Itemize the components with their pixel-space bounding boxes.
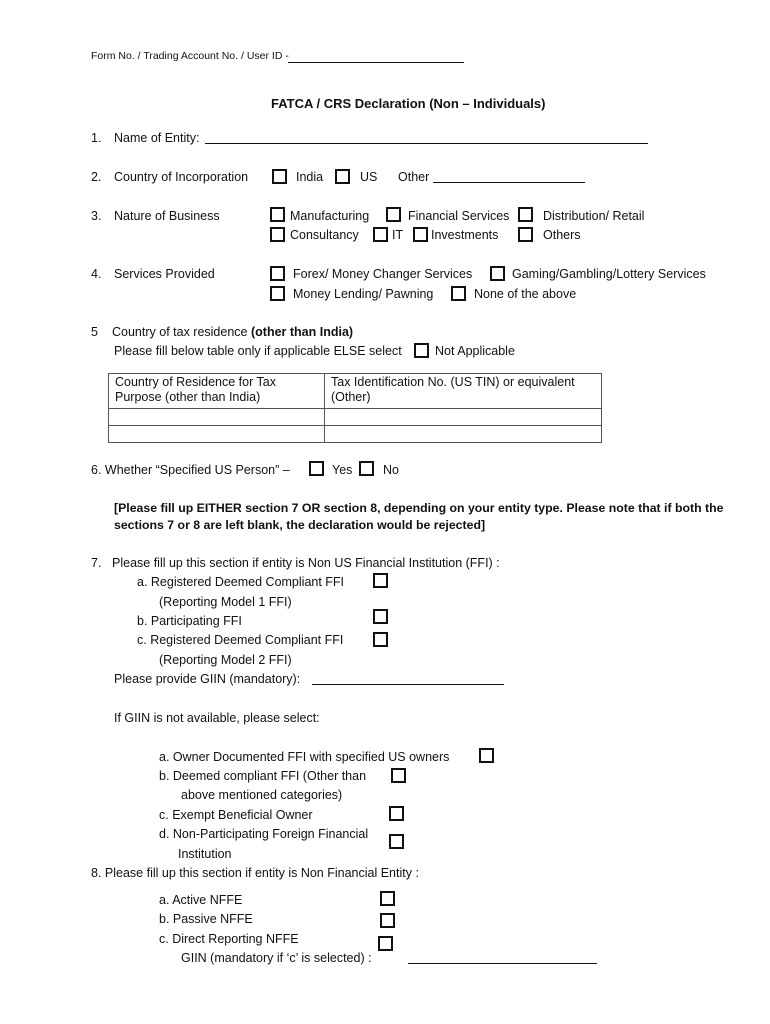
option-consultancy-label: Consultancy [290,228,359,242]
option-manufacturing-label: Manufacturing [290,209,370,223]
s7-number: 7. [91,556,102,570]
checkbox-us[interactable] [335,169,350,184]
checkbox-others[interactable] [518,227,533,242]
table-row [109,426,602,443]
table-cell-tin[interactable] [325,426,602,443]
option-no-label: No [383,463,399,477]
s7-alt-option-c: c. Exempt Beneficial Owner [159,808,313,822]
checkbox-not-applicable[interactable] [414,343,429,358]
table-header-row [109,374,602,409]
table-header-tin [325,374,602,409]
s2-number: 2. [91,170,102,184]
tax-residence-label [112,325,353,339]
name-of-entity-label: Name of Entity: [114,131,200,145]
checkbox-s7-alt-d[interactable] [389,834,404,849]
table-cell-tin[interactable] [325,409,602,426]
s7-giin-label: Please provide GIIN (mandatory): [114,672,301,686]
option-yes-label: Yes [332,463,353,477]
s7-alt-option-b: b. Deemed compliant FFI (Other than [159,769,367,783]
table-header-country-line2: Purpose (other than India) [115,390,261,404]
s7-heading: Please fill up this section if entity is Non US Financial Institution (FFI) : [112,556,500,570]
s7-giin-field[interactable] [312,684,504,685]
specified-us-person-label: 6. Whether “Specified US Person” – [91,463,290,477]
option-other-label: Other [398,170,430,184]
checkbox-consultancy[interactable] [270,227,285,242]
nature-of-business-label: Nature of Business [114,209,220,223]
checkbox-distribution-retail[interactable] [518,207,533,222]
option-india-label: India [296,170,324,184]
country-of-incorporation-label: Country of Incorporation [114,170,249,184]
option-others-label: Others [543,228,581,242]
s7-alt-option-d-sub: Institution [178,847,232,861]
tax-residence-text: Country of tax residence [112,325,248,339]
services-provided-label: Services Provided [114,267,215,281]
s7-alt-option-d: d. Non-Participating Foreign Financial [159,827,369,841]
page-title: FATCA / CRS Declaration (Non – Individuals) [271,96,546,111]
table-cell-country[interactable] [109,409,325,426]
option-none-of-above-label: None of the above [474,287,577,301]
table-header-tin-line2: (Other) [331,390,371,404]
checkbox-s7-alt-c[interactable] [389,806,404,821]
table-header-tin-line1: Tax Identification No. (US TIN) or equivalent [331,375,575,389]
checkbox-it[interactable] [373,227,388,242]
tax-residence-bold: (other than India) [250,325,354,339]
checkbox-s7-c[interactable] [373,632,388,647]
s7-alt-option-a: a. Owner Documented FFI with specified US owners [159,750,450,764]
s4-number: 4. [91,267,102,281]
option-not-applicable-label: Not Applicable [435,344,515,358]
form-number-label: Form No. / Trading Account No. / User ID - [91,50,289,62]
option-gaming-label: Gaming/Gambling/Lottery Services [512,267,706,281]
option-forex-label: Forex/ Money Changer Services [293,267,473,281]
table-row [109,409,602,426]
checkbox-s8-b[interactable] [380,913,395,928]
s7-option-a-sub: (Reporting Model 1 FFI) [159,595,292,609]
option-it-label: IT [392,228,404,242]
if-giin-unavailable-label: If GIIN is not available, please select: [114,711,320,725]
s8-option-b: b. Passive NFFE [159,912,253,926]
tax-table-instruction: Please fill below table only if applicable ELSE select [114,344,402,358]
name-of-entity-field[interactable] [205,143,648,144]
checkbox-manufacturing[interactable] [270,207,285,222]
checkbox-s8-c[interactable] [378,936,393,951]
checkbox-s8-a[interactable] [380,891,395,906]
checkbox-none-of-above[interactable] [451,286,466,301]
s7-option-c: c. Registered Deemed Compliant FFI [137,633,344,647]
table-cell-country[interactable] [109,426,325,443]
checkbox-investments[interactable] [413,227,428,242]
s8-giin-field[interactable] [408,963,597,964]
checkbox-s7-alt-b[interactable] [391,768,406,783]
form-number-field[interactable] [288,62,464,63]
checkbox-yes[interactable] [309,461,324,476]
tax-residence-table [108,373,602,443]
s7-alt-option-b-sub: above mentioned categories) [181,788,343,802]
s1-number: 1. [91,131,102,145]
s7-option-a: a. Registered Deemed Compliant FFI [137,575,345,589]
option-investments-label: Investments [431,228,499,242]
checkbox-forex[interactable] [270,266,285,281]
checkbox-india[interactable] [272,169,287,184]
table-header-country-line1: Country of Residence for Tax [115,375,276,389]
checkbox-money-lending[interactable] [270,286,285,301]
checkbox-financial-services[interactable] [386,207,401,222]
option-distribution-retail-label: Distribution/ Retail [543,209,645,223]
option-financial-services-label: Financial Services [408,209,510,223]
s7-option-c-sub: (Reporting Model 2 FFI) [159,653,292,667]
s8-giin-label: GIIN (mandatory if ‘c’ is selected) : [181,951,372,965]
note-line-1: [Please fill up EITHER section 7 OR section 8, depending on your entity type. Please note that if both the [114,501,724,515]
option-money-lending-label: Money Lending/ Pawning [293,287,434,301]
other-country-field[interactable] [433,182,585,183]
s8-option-c: c. Direct Reporting NFFE [159,932,299,946]
checkbox-no[interactable] [359,461,374,476]
checkbox-gaming[interactable] [490,266,505,281]
s5-number: 5 [91,325,98,339]
checkbox-s7-b[interactable] [373,609,388,624]
checkbox-s7-alt-a[interactable] [479,748,494,763]
s3-number: 3. [91,209,102,223]
s8-heading: 8. Please fill up this section if entity is Non Financial Entity : [91,866,419,880]
checkbox-s7-a[interactable] [373,573,388,588]
table-header-country [109,374,325,409]
s8-option-a: a. Active NFFE [159,893,243,907]
note-line-2: sections 7 or 8 are left blank, the declaration would be rejected] [114,518,486,532]
option-us-label: US [360,170,378,184]
s7-option-b: b. Participating FFI [137,614,242,628]
